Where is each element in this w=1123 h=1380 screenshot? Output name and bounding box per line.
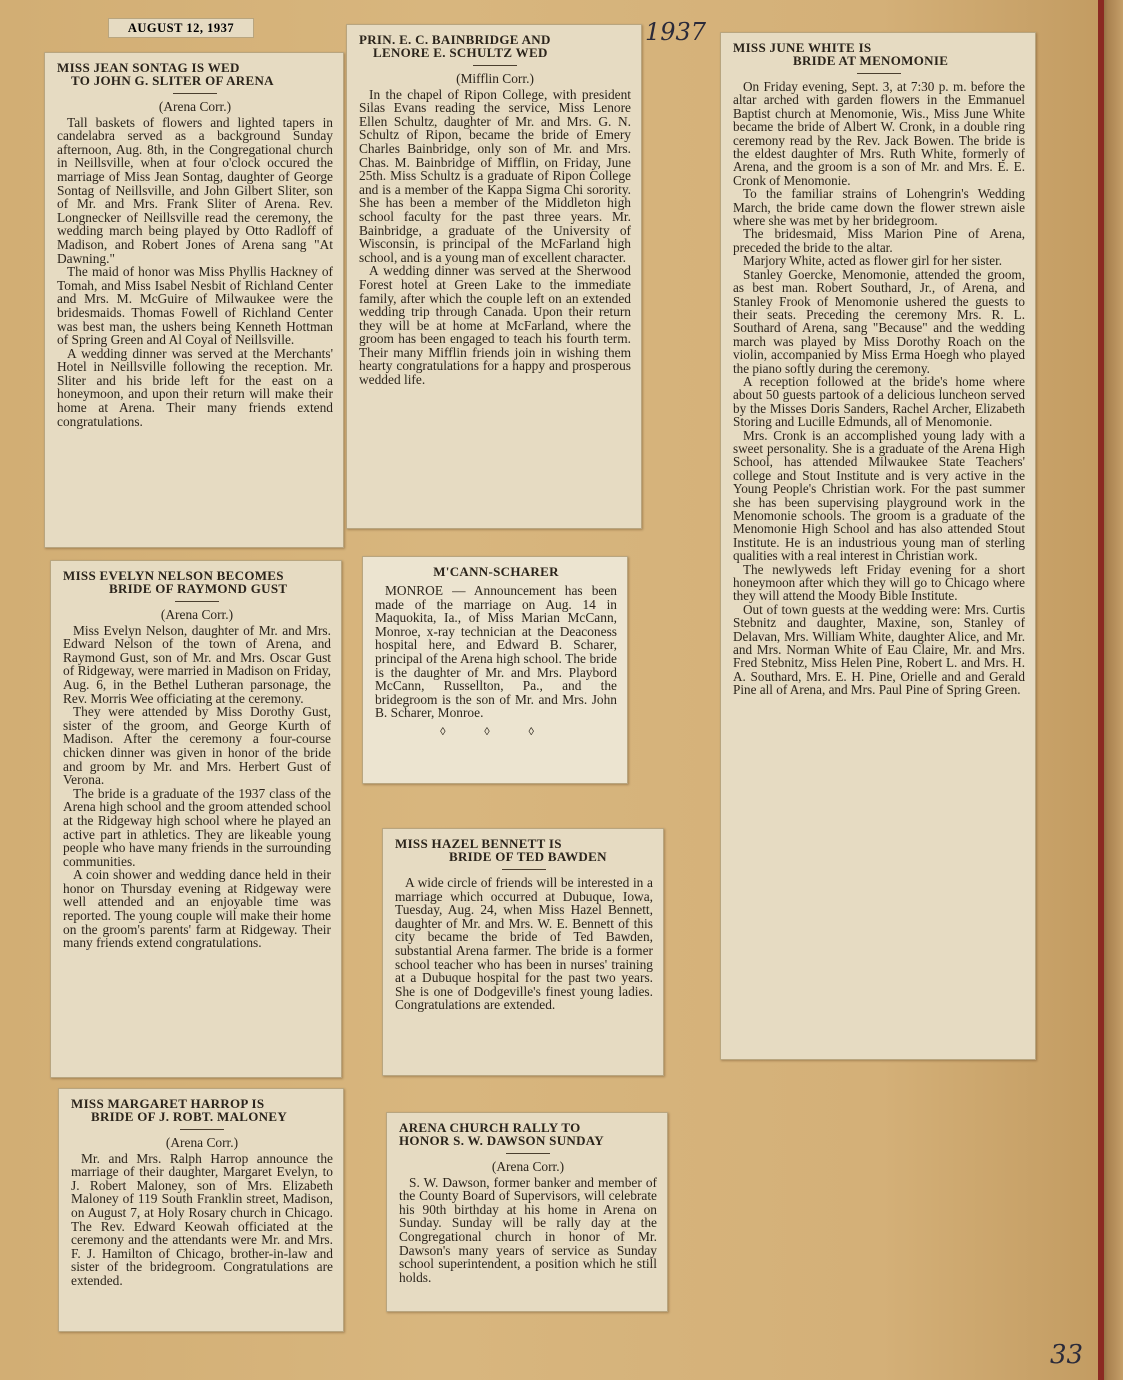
- date-label: AUGUST 12, 1937: [108, 18, 254, 38]
- clipping-headline: [733, 41, 1025, 67]
- headline-line-1: PRIN. E. C. BAINBRIDGE AND: [359, 32, 551, 47]
- paragraph: A reception followed at the bride's home where about 50 guests partook of a delicious luncheon served by the Misses Doris Sanders, Rachel Archer, Elizabeth Storing and Lucille Edmunds, all of Menomonie.: [733, 373, 1025, 430]
- correspondent: (Arena Corr.): [160, 607, 234, 622]
- paragraph: A wide circle of friends will be interested in a marriage which occurred at Dubuque, Iowa, Tuesday, Aug. 24, when Miss Hazel Bennett, daughter of Mr. and Mrs. W. E. Bennett of this city became the bride of Ted Bawden, substantial Arena farmer. The bride is a former school teacher who has been in nurses' training at a Dubuque hospital for the past two years. She is one of Dodgeville's finest young ladies. Congratulations are extended.: [395, 875, 653, 1013]
- paragraph: A coin shower and wedding dance held in their honor on Thursday evening at Ridgeway were well attended and an enjoyable time was reported. The young couple will make their home on the groom's parents' farm at Ridgeway. Their many friends extend congratulations.: [63, 867, 331, 951]
- correspondent: (Arena Corr.): [158, 99, 232, 114]
- clipping-sontag-sliter: [44, 52, 344, 548]
- clipping-bainbridge-schultz: [346, 24, 642, 529]
- paragraph: In the chapel of Ripon College, with president Silas Evans reading the service, Miss Lenore Ellen Schultz, daughter of Mr. and Mrs. G. N. Schultz of Ripon, became the bride of Emery Charles Bainbridge, only son of Mr. and Mrs. Chas. M. Bainbridge of Mifflin, on Friday, June 25th. Miss Schultz is a graduate of Ripon College and is a member of the Kappa Sigma Chi sorority. She has been a member of the Middleton high school faculty for the past three years. Mr. Bainbridge, a graduate of the University of Wisconsin, is principal of the McFarland high school, and is a young man of excellent character.: [359, 86, 631, 265]
- headline-line-2: BRIDE OF RAYMOND GUST: [109, 581, 288, 596]
- clipping-headline: [57, 61, 333, 87]
- paragraph: The maid of honor was Miss Phyllis Hackney of Tomah, and Miss Isabel Nesbit of Richland Center and Mrs. M. McGuire of Milwaukee were the bridesmaids. Thomas Fowell of Richland Center was best man, the ushers being Kenneth Hottman of Spring Green and Al Coyal of Neillsville.: [57, 264, 333, 348]
- paragraph: MONROE — Announcement has been made of the marriage on Aug. 14 in Maquokita, Ia., of Miss Marian McCann, Monroe, x-ray technician at the Deaconess hospital here, and Edward B. Scharer, principal of the Arena high school. The bride is the daughter of Mr. and Mrs. Playbord McCann, Russellton, Pa., and the bridegroom is the son of Mr. and Mrs. John B. Scharer, Monroe.: [375, 583, 617, 721]
- paragraph: A wedding dinner was served at the Sherwood Forest hotel at Green Lake to the immediate family, after which the couple left on an extended wedding trip through Canada. Upon their return they will be at home at McFarland, where the groom has been engaged to teach his fourth term. Their many Mifflin friends join in wishing them hearty congratulations for a happy and prosperous wedded life.: [359, 263, 631, 388]
- ornament-divider: ◊ ◊ ◊: [440, 725, 552, 738]
- headline-rule: [857, 73, 901, 74]
- paragraph: On Friday evening, Sept. 3, at 7:30 p. m. before the altar arched with garden flowers in the Emmanuel Baptist church at Menomonie, Wis., Miss June White became the bride of Albert W. Cronk, in a double ring ceremony read by the Rev. Jack Bowen. The bride is the eldest daughter of Mrs. Ruth White, formerly of Arena, and the groom is a son of Mr. and Mrs. E. E. Cronk of Menomonie.: [733, 79, 1025, 188]
- binding-edge: [1098, 0, 1104, 1380]
- clipping-nelson-gust: [50, 560, 342, 1078]
- headline-line-1: MISS JUNE WHITE IS: [733, 40, 872, 55]
- paragraph: Out of town guests at the wedding were: Mrs. Curtis Stebnitz and daughter, Maxine, son, Stanley of Delavan, Mrs. William White, daughter Alice, and Mr. and Mrs. Norman White of Eau Claire, Mr. and Mrs. Fred Stebnitz, Miss Helen Pine, Robert L. and Mrs. H. A. Southard, Mrs. E. H. Pine, Orielle and and Gerald Pine all of Arena, and Mrs. Paul Pine of Spring Green.: [733, 601, 1025, 698]
- headline-line-2: BRIDE OF TED BAWDEN: [449, 849, 607, 864]
- paragraph: Tall baskets of flowers and lighted tapers in candelabra served as a background Sunday afternoon, Aug. 8th, in the Congregational church in Neillsville, when at four o'clock occured the marriage of Miss Jean Sontag, daughter of George Sontag of Neillsville, and John Gilbert Sliter, son of Mr. and Mrs. Frank Sliter of Arena. Rev. Longnecker of Neillsville read the ceremony, the wedding march being played by Otto Radloff of Madison, and Robert Jones of Arena sang "At Dawning.": [57, 114, 333, 266]
- clipping-headline: [63, 569, 331, 595]
- handwritten-year: 1937: [645, 18, 707, 46]
- clipping-headline: [359, 33, 631, 59]
- paragraph: A wedding dinner was served at the Merchants' Hotel in Neillsville following the reception. Mr. Sliter and his bride left for the east on a honeymoon, and upon their return will make their home at Arena. Their many friends extend congratulations.: [57, 345, 333, 429]
- headline-line-2: HONOR S. W. DAWSON SUNDAY: [399, 1133, 604, 1148]
- clipping-headline: [71, 1097, 333, 1123]
- headline-line-1: MISS JEAN SONTAG IS WED: [57, 60, 240, 75]
- headline-line-1: MISS MARGARET HARROP IS: [71, 1096, 265, 1111]
- headline-rule: [506, 1153, 550, 1154]
- paragraph: Miss Evelyn Nelson, daughter of Mr. and Mrs. Edward Nelson of the town of Arena, and Raymond Gust, son of Mr. and Mrs. Oscar Gust of Ridgeway, were married in Madison on Friday, Aug. 6, in the Bethel Lutheran parsonage, the Rev. Morris Wee officiating at the ceremony.: [63, 622, 331, 706]
- headline-line-1: ARENA CHURCH RALLY TO: [399, 1120, 581, 1135]
- page-number: 33: [1050, 1340, 1084, 1370]
- correspondent: (Arena Corr.): [491, 1159, 565, 1174]
- paragraph: The newlyweds left Friday evening for a short honeymoon after which they will go to Chicago where they will attend the Moody Bible Institute.: [733, 561, 1025, 604]
- paragraph: They were attended by Miss Dorothy Gust, sister of the groom, and George Kurth of Madison. After the ceremony a four-course chicken dinner was given in honor of the bride and groom by Mr. and Mrs. Herbert Gust of Verona.: [63, 704, 331, 788]
- clipping-mccann-scharer: [362, 556, 628, 784]
- headline-rule: [175, 601, 219, 602]
- paragraph: The bridesmaid, Miss Marion Pine of Arena, preceded the bride to the altar.: [733, 226, 1025, 255]
- correspondent: (Arena Corr.): [165, 1135, 239, 1150]
- headline-rule: [173, 93, 217, 94]
- paragraph: The bride is a graduate of the 1937 class of the Arena high school and the groom attended school at the Ridgeway high school where he played an active part in athletics. They are likeable young people who have many friends in the surrounding communities.: [63, 785, 331, 869]
- paragraph: Stanley Goercke, Menomonie, attended the groom, as best man. Robert Southard, Jr., of Arena, and Stanley Frook of Menomonie ushered the guests to their seats. Preceding the ceremony Mrs. R. L. Southard of Arena, sang "Because" and the wedding march was played by Miss Dorothy Roach on the violin, accompanied by Miss Erma Hoegh who played the piano softly during the ceremony.: [733, 266, 1025, 376]
- headline-rule: [180, 1129, 224, 1130]
- headline-line-1: MISS HAZEL BENNETT IS: [395, 836, 562, 851]
- headline-rule: [473, 65, 517, 66]
- scrapbook-binding: [1098, 0, 1123, 1380]
- paragraph: Mrs. Cronk is an accomplished young lady with a sweet personality. She is a graduate of the Arena High School, has attended Milwaukee State Teachers' college and Stout Institute and is very active in the Young People's Christian work. For the past summer she has been supervising playground work in the Menomonie schools. The groom is a graduate of the Menomonie High School and has also attended Stout Institute. He is an industrious young man of sterling qualities with a real interest in Christian work.: [733, 427, 1025, 564]
- clipping-bennett-bawden: [382, 828, 664, 1076]
- paragraph: Marjory White, acted as flower girl for her sister.: [743, 253, 1003, 269]
- paragraph: S. W. Dawson, former banker and member of the County Board of Supervisors, will celebrate his 90th birthday at his home in Arena on Sunday. Sunday will be rally day at the Congregational church in honor of Mr. Dawson's many years of service as Sunday school superintendent, a position which he still holds.: [399, 1174, 657, 1285]
- clipping-headline: [395, 837, 653, 863]
- clipping-white-cronk: [720, 32, 1036, 1060]
- clipping-headline: M'CANN-SCHARER: [433, 564, 559, 579]
- clipping-headline: [399, 1121, 657, 1147]
- paragraph: To the familiar strains of Lohengrin's Wedding March, the bride came down the flower strewn aisle where she was met by her bridegroom.: [733, 186, 1025, 229]
- headline-line-2: TO JOHN G. SLITER OF ARENA: [71, 73, 274, 88]
- correspondent: (Mifflin Corr.): [456, 71, 534, 86]
- paragraph: Mr. and Mrs. Ralph Harrop announce the marriage of their daughter, Margaret Evelyn, to J. Robert Maloney, son of Mrs. Elizabeth Maloney of 119 South Franklin street, Madison, on August 7, at Holy Rosary church in Chicago. The Rev. Edward Keowah officiated at the ceremony and the attendants were Mr. and Mrs. F. J. Hamilton of Chicago, brother-in-law and sister of the bridegroom. Congratulations are extended.: [71, 1150, 333, 1288]
- headline-line-2: LENORE E. SCHULTZ WED: [373, 45, 548, 60]
- headline-rule: [502, 869, 546, 870]
- headline-line-2: BRIDE OF J. ROBT. MALONEY: [91, 1109, 288, 1124]
- clipping-dawson-rally: [386, 1112, 668, 1312]
- headline-line-2: BRIDE AT MENOMONIE: [793, 53, 949, 68]
- clipping-harrop-maloney: [58, 1088, 344, 1332]
- headline-line-1: MISS EVELYN NELSON BECOMES: [63, 568, 284, 583]
